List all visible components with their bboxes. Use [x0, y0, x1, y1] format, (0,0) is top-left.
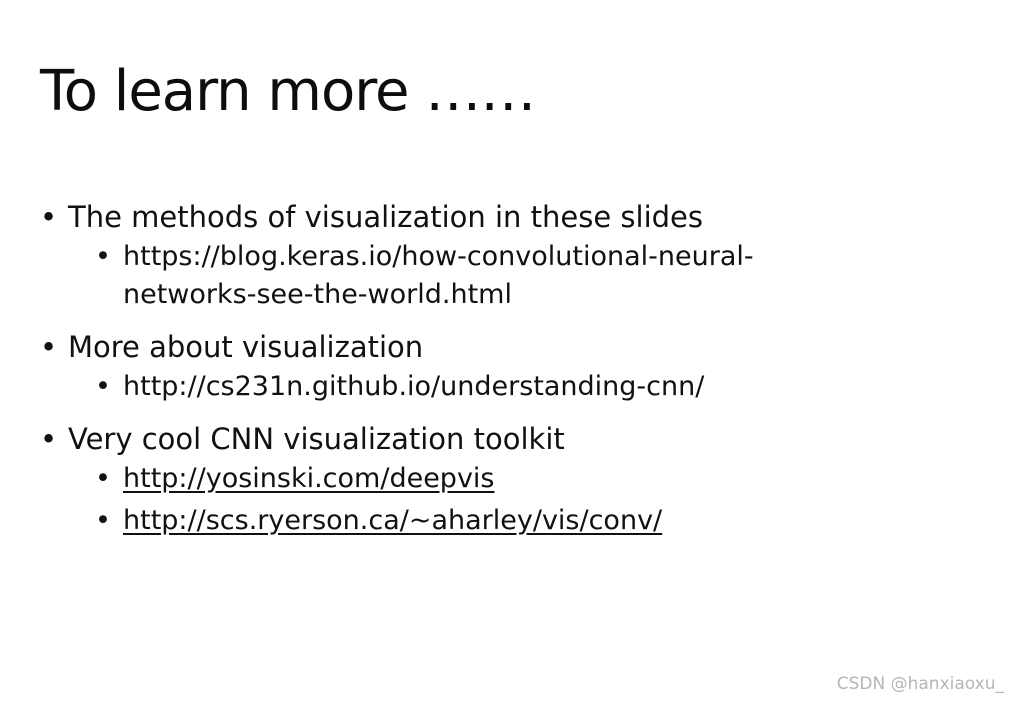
bullet-list [40, 196, 1000, 540]
bullet-group-toolkit [40, 418, 1000, 540]
bullet-group-more [40, 326, 1000, 406]
watermark: CSDN @hanxiaoxu_ [836, 674, 1004, 694]
bullet-heading: • More about visualization [40, 326, 1000, 368]
sub-bullet-link [95, 502, 883, 540]
url-text: https://blog.keras.io/how-convolutional-neural-networks-see-the-world.html [123, 241, 754, 310]
sub-bullet-link [95, 460, 883, 498]
bullet-group-methods [40, 196, 1000, 314]
sub-bullet-url [95, 368, 883, 406]
slide-title: To learn more …… [40, 59, 536, 124]
url-text: http://cs231n.github.io/understanding-cnn/ [123, 371, 705, 402]
sub-bullet-url [95, 238, 883, 314]
deepvis-link[interactable]: http://yosinski.com/deepvis [123, 463, 495, 494]
bullet-heading: • The methods of visualization in these slides [40, 196, 1000, 238]
bullet-heading: • Very cool CNN visualization toolkit [40, 418, 1000, 460]
ryerson-conv-link[interactable]: http://scs.ryerson.ca/~aharley/vis/conv/ [123, 505, 663, 536]
